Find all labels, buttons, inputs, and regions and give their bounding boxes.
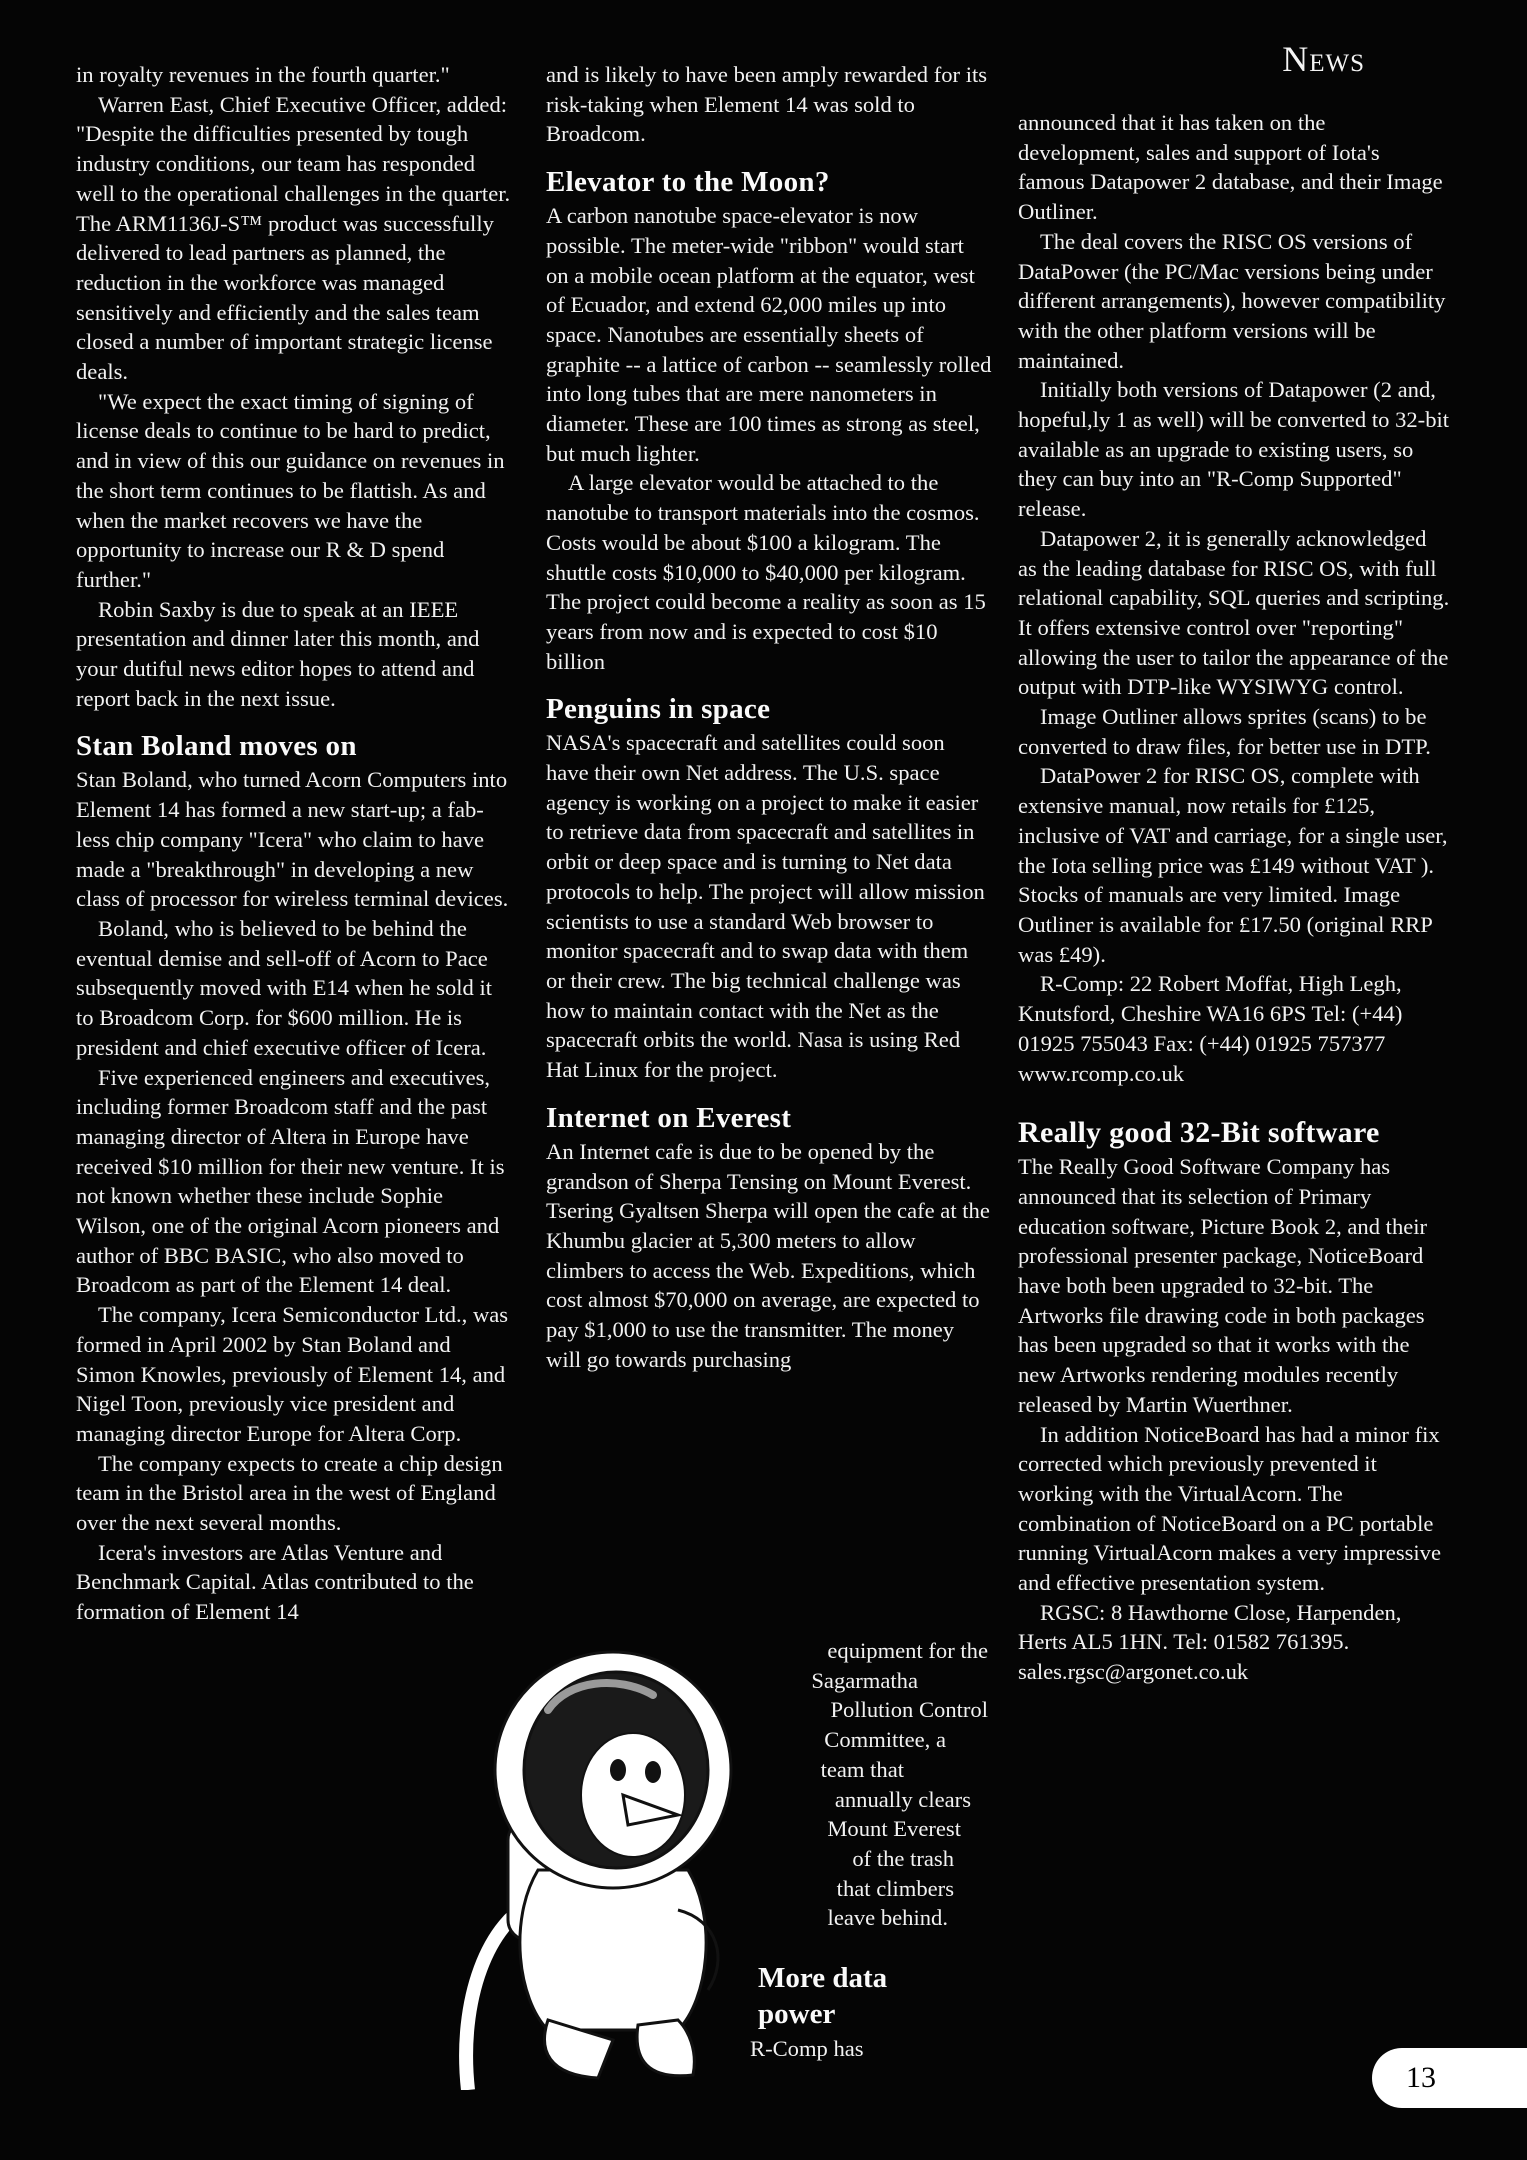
astronaut-penguin-illustration	[448, 1620, 808, 2090]
wrap-line: Sagarmatha	[811, 1667, 918, 1693]
paragraph: announced that it has taken on the development, sales and support of Iota's famous Datapower 2 database, and their Image Outliner.	[1018, 110, 1443, 225]
paragraph: A carbon nanotube space-elevator is now possible. The meter-wide "ribbon" would start on a mobile ocean platform at the equator, west of Ecuador, and extend 62,000 miles up into space. Nanotubes are essentially sheets of graphite -- a lattice of carbon -- seamlessly rolled into long tubes that are mere nanometers in diameter. These are 100 times as strong as steel, but much lighter.	[546, 203, 992, 466]
article-heading: Internet on Everest	[546, 1101, 792, 1134]
paragraph: R-Comp: 22 Robert Moffat, High Legh, Knutsford, Cheshire WA16 6PS Tel: (+44) 01925 755043 Fax: (+44) 01925 757377 www.rcomp.co.uk	[1018, 971, 1403, 1086]
wrap-line: Mount Everest	[827, 1816, 961, 1842]
paragraph: "We expect the exact timing of signing of license deals to continue to be hard to predict, and in view of this our guidance on revenues in the short term continues to be flattish. As and when the market recovers we have the opportunity to increase our R & D spend further."	[76, 388, 505, 592]
paragraph: in royalty revenues in the fourth quarter."	[76, 62, 450, 87]
article-heading: More data power	[758, 1962, 888, 2030]
paragraph: DataPower 2 for RISC OS, complete with extensive manual, now retails for £125, inclusive of VAT and carriage, for a single user, the Iota selling price was £149 without VAT ). Stocks of manuals are very limited. Image Outliner is available for £17.50 (original RRP was £49).	[1018, 763, 1448, 967]
article-heading: Really good 32-Bit software	[1018, 1116, 1380, 1150]
column-3	[1018, 108, 1450, 1687]
paragraph: In addition NoticeBoard has had a minor fix corrected which previously prevented it working with the VirtualAcorn. The combination of NoticeBoard on a PC portable running VirtualAcorn makes a very impressive and effective presentation system.	[1018, 1421, 1442, 1596]
paragraph: Icera's investors are Atlas Venture and Benchmark Capital. Atlas contributed to the formation of Element 14	[76, 1539, 474, 1625]
wrap-line: of the trash	[852, 1845, 954, 1871]
section-label: News	[1282, 39, 1365, 79]
paragraph: Stan Boland, who turned Acorn Computers into Element 14 has formed a new start-up; a fab-less chip company "Icera" who claim to have made a "breakthrough" in developing a new class of processor for wireless terminal devices.	[76, 767, 509, 912]
wrap-line: leave behind.	[827, 1905, 948, 1931]
paragraph: The deal covers the RISC OS versions of DataPower (the PC/Mac versions being under different arrangements), however compatibility with the other platform versions will be maintained.	[1018, 228, 1446, 373]
wrap-line: team that	[820, 1756, 904, 1782]
paragraph: Five experienced engineers and executives, including former Broadcom staff and the past managing director of Altera in Europe have received $10 million for their new venture. It is not known whether these include Sophie Wilson, one of the original Acorn pioneers and author of BBC BASIC, who also moved to Broadcom as part of the Element 14 deal.	[76, 1064, 505, 1298]
email-address: sales.rgsc@argonet.co.uk	[1018, 1659, 1249, 1685]
paragraph: An Internet cafe is due to be opened by the grandson of Sherpa Tensing on Mount Everest. Tsering Gyaltsen Sherpa will open the cafe at the Khumbu glacier at 5,300 meters to allow climbers to access the Web. Expeditions, which cost almost $70,000 on average, are expected to pay $1,000 to use the transmitter. The money will go towards purchasing	[546, 1138, 990, 1372]
paragraph: The company, Icera Semiconductor Ltd., was formed in April 2002 by Stan Boland and Simon Knowles, previously of Element 14, and Nigel Toon, previously vice president and managing director Europe for Altera Corp.	[76, 1302, 509, 1446]
paragraph: Image Outliner allows sprites (scans) to be converted to draw files, for better use in DTP.	[1018, 704, 1431, 759]
article-heading: Penguins in space	[546, 693, 771, 726]
paragraph: and is likely to have been amply rewarded for its risk-taking when Element 14 was sold to Broadcom.	[546, 62, 988, 147]
page-number: 13	[1406, 2061, 1436, 2094]
article-heading: Stan Boland moves on	[76, 730, 357, 763]
paragraph: R-Comp has	[750, 2036, 864, 2061]
wrap-line: equipment for the	[827, 1638, 988, 1663]
paragraph: The company expects to create a chip design team in the Bristol area in the west of England over the next several months.	[76, 1450, 503, 1536]
paragraph: Warren East, Chief Executive Officer, added: "Despite the difficulties presented by tough industry conditions, our team has responded well to the operational challenges in the quarter. The ARM1136J-S™ product was successfully delivered to lead partners as planned, the reduction in the workforce was managed sensitively and efficiently and the sales team closed a number of important strategic license deals.	[76, 91, 511, 385]
paragraph: The Really Good Software Company has announced that its selection of Primary education software, Picture Book 2, and their professional presenter package, NoticeBoard have both been upgraded to 32-bit. The Artworks file drawing code in both packages has been upgraded so that it works with the new Artworks rendering modules recently released by Martin Wuerthner.	[1018, 1154, 1428, 1417]
wrap-line: Pollution Control	[830, 1697, 988, 1723]
paragraph: Boland, who is believed to be behind the eventual demise and sell-off of Acorn to Pace subsequently moved with E14 when he sold it to Broadcom Corp. for $600 million. He is president and chief executive officer of Icera.	[76, 915, 493, 1060]
paragraph: Robin Saxby is due to speak at an IEEE presentation and dinner later this month, and your dutiful news editor hopes to attend and report back in the next issue.	[76, 596, 480, 711]
wrap-line: that climbers	[836, 1875, 954, 1901]
paragraph: RGSC: 8 Hawthorne Close, Harpenden, Herts AL5 1HN. Tel: 01582 761395.	[1018, 1599, 1402, 1655]
paragraph: Datapower 2, it is generally acknowledged as the leading database for RISC OS, with full relational capability, SQL queries and scripting. It offers extensive control over "reporting" allowing the user to tailor the appearance of the output with DTP-like WYSIWYG control.	[1018, 525, 1450, 700]
wrap-line: Committee, a	[824, 1727, 946, 1753]
paragraph: NASA's spacecraft and satellites could soon have their own Net address. The U.S. space agency is working on a project to make it easier to retrieve data from spacecraft and satellites in orbit or deep space and is turning to Net data protocols to help. The project will allow mission scientists to use a standard Web browser to monitor spacecraft and to swap data with them or their crew. The big technical challenge was how to maintain contact with the Net as the spacecraft orbits the world. Nasa is using Red Hat Linux for the project.	[546, 730, 985, 1083]
wrap-line: annually clears	[834, 1786, 971, 1812]
article-heading: Elevator to the Moon?	[546, 166, 830, 199]
paragraph: Initially both versions of Datapower (2 and, hopeful,ly 1 as well) will be converted to 32-bit available as an upgrade to existing users, so they can buy into an "R-Comp Supported" release.	[1018, 377, 1450, 522]
column-2	[546, 60, 992, 1374]
paragraph: A large elevator would be attached to the nanotube to transport materials into the cosmos. Costs would be about $100 a kilogram. The shuttle costs $10,000 to $40,000 per kilogram. The project could become a reality as soon as 15 years from now and is expected to cost $10 billion	[546, 470, 986, 674]
column-1	[76, 60, 512, 1627]
